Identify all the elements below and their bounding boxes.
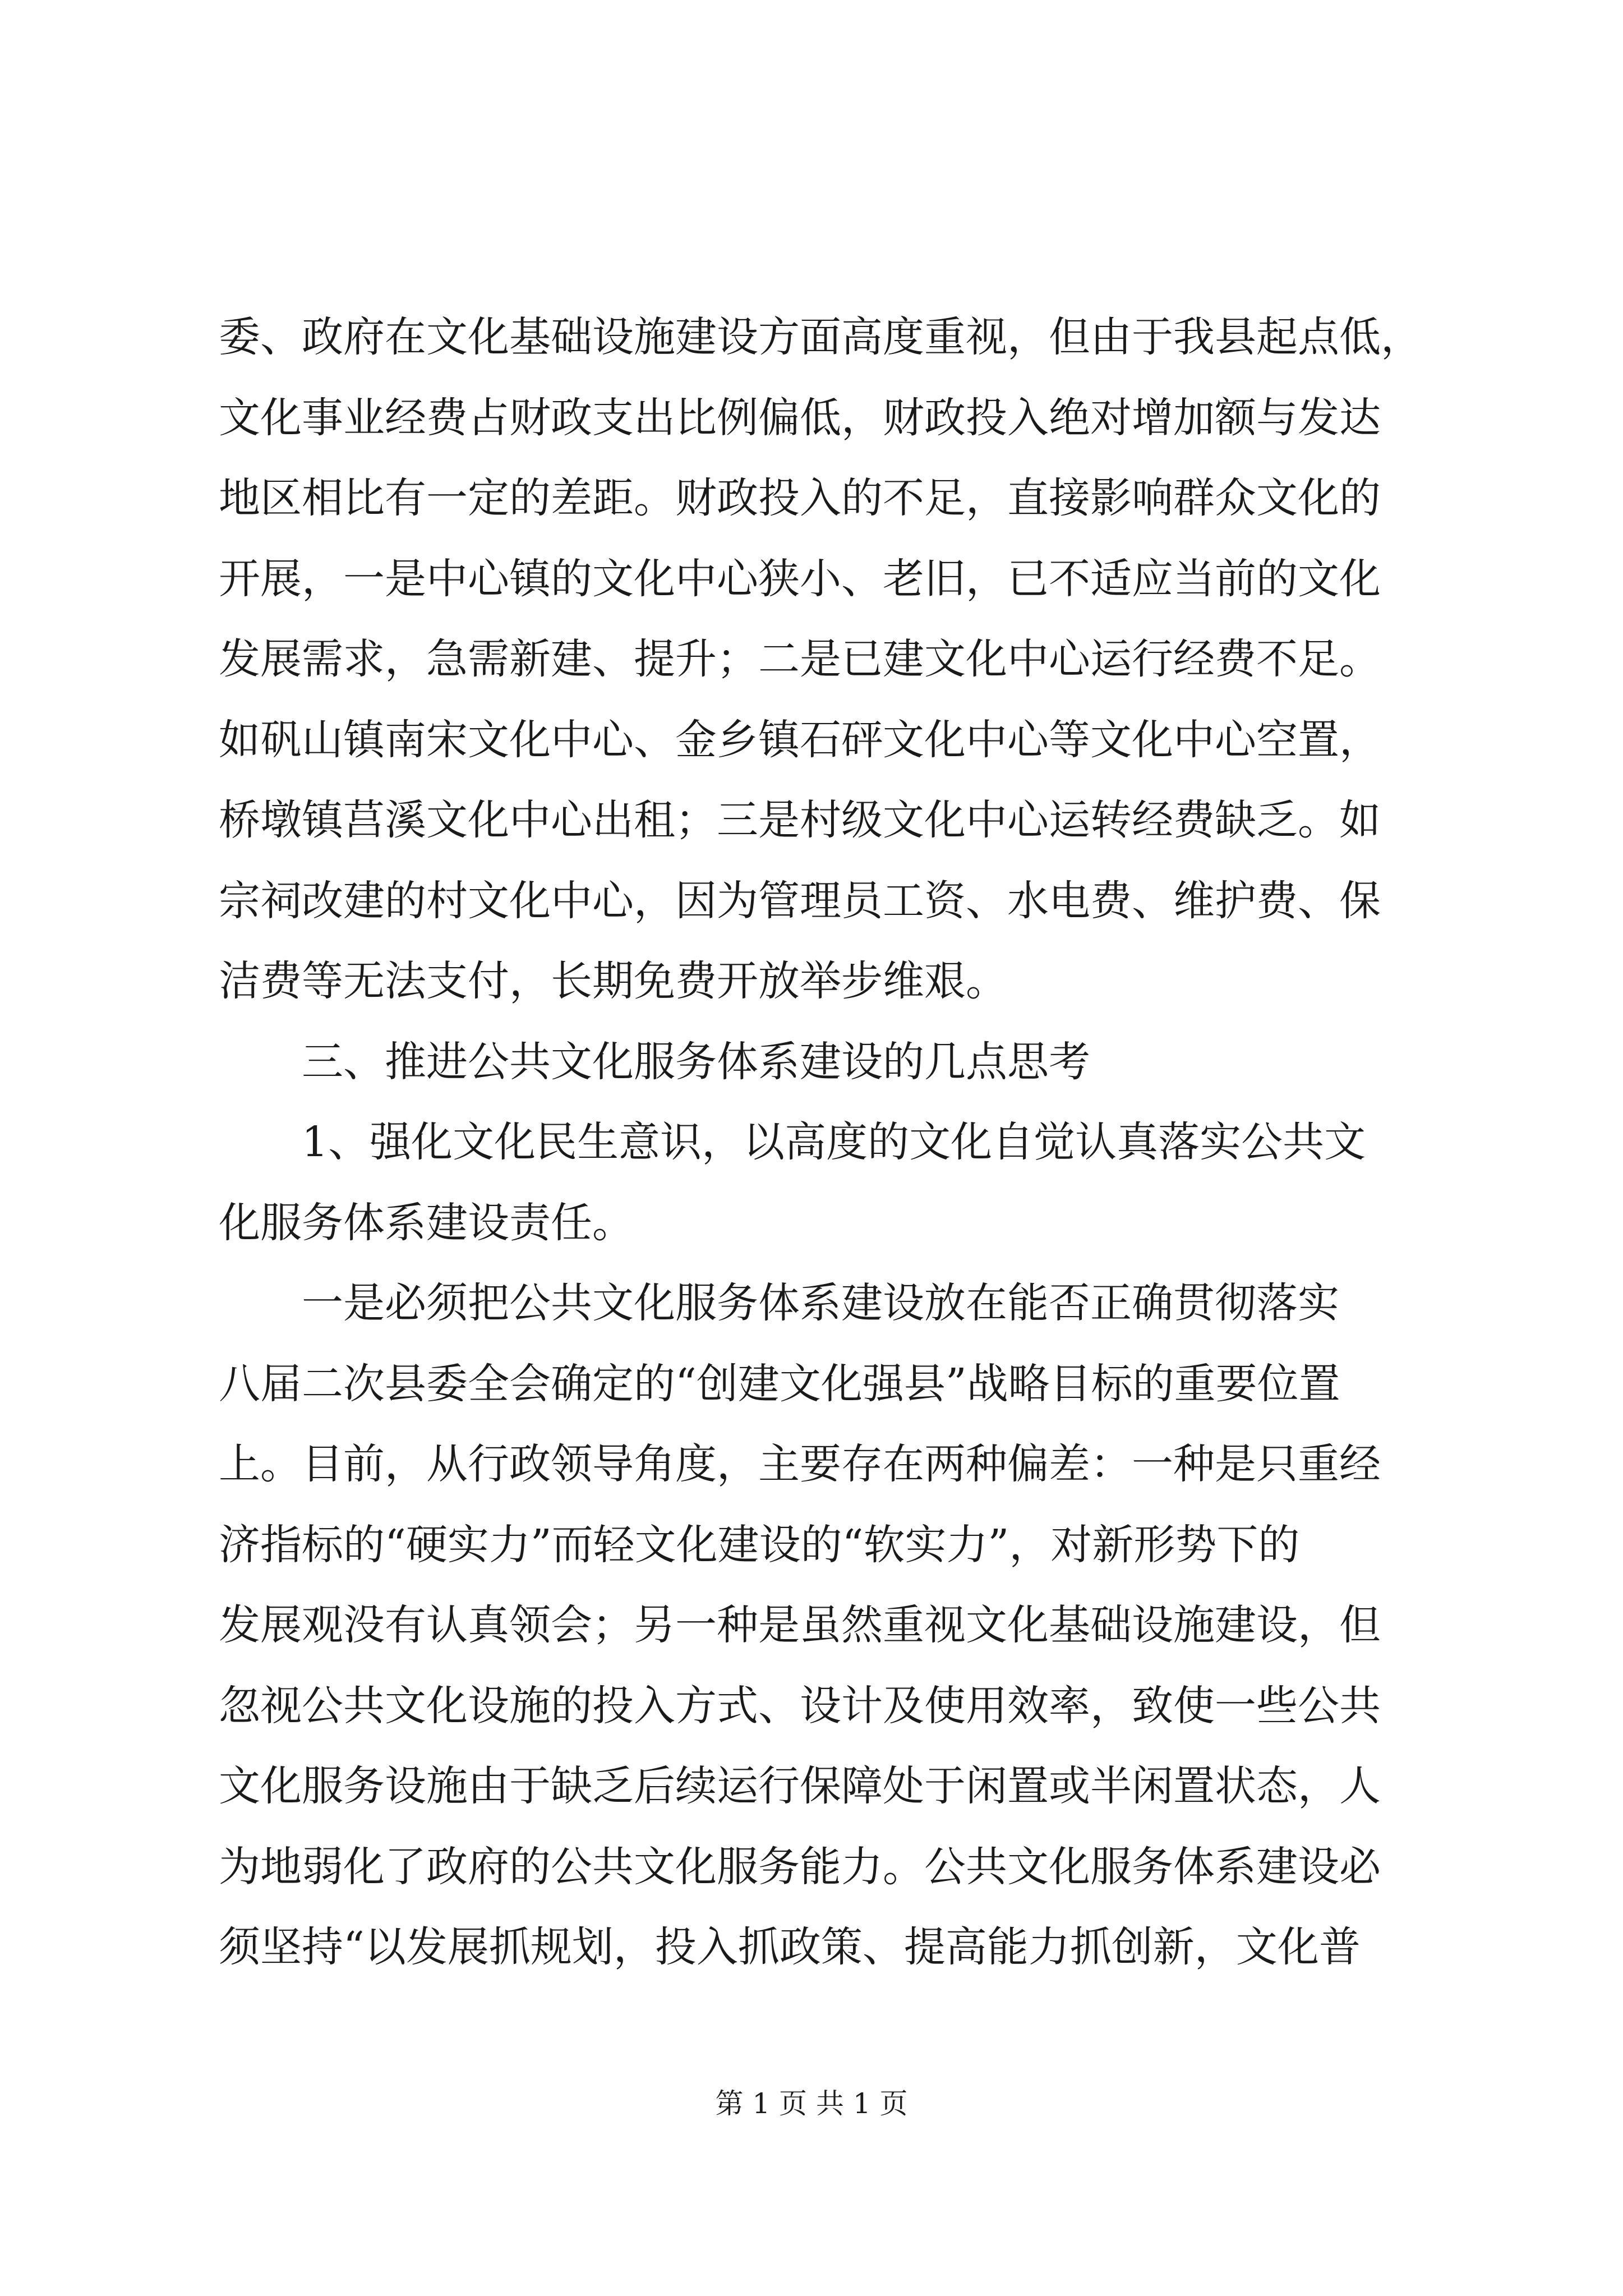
text-line: 发展观没有认真领会；另一种是虽然重视文化基础设施建设，但 <box>219 1601 1381 1649</box>
text-line: 忽视公共文化设施的投入方式、设计及使用效率，致使一些公共 <box>219 1681 1381 1730</box>
text-line: 地区相比有一定的差距。财政投入的不足，直接影响群众文化的 <box>219 474 1381 522</box>
text-line: 化服务体系建设责任。 <box>219 1198 634 1247</box>
text-line: 文化服务设施由于缺乏后续运行保障处于闲置或半闲置状态，人 <box>219 1762 1381 1810</box>
text-line: 为地弱化了政府的公共文化服务能力。公共文化服务体系建设必 <box>219 1842 1381 1891</box>
paragraph-start: 一是必须把公共文化服务体系建设放在能否正确贯彻落实 <box>302 1279 1339 1327</box>
page-number-label: 第 1 页 共 1 页 <box>715 2087 908 2120</box>
text-line: 开展，一是中心镇的文化中心狭小、老旧，已不适应当前的文化 <box>219 554 1381 603</box>
text-line: 宗祠改建的村文化中心，因为管理员工资、水电费、维护费、保 <box>219 876 1381 925</box>
document-body <box>219 297 1424 1988</box>
text-line: 委、政府在文化基础设施建设方面高度重视，但由于我县起点低， <box>219 313 1422 361</box>
page-footer <box>0 2087 1623 2120</box>
text-line: 发展需求，急需新建、提升；二是已建文化中心运行经费不足。 <box>219 635 1381 683</box>
text-line: 桥墩镇莒溪文化中心出租；三是村级文化中心运转经费缺乏。如 <box>219 796 1381 844</box>
text-line: 文化事业经费占财政支出比例偏低，财政投入绝对增加额与发达 <box>219 393 1381 442</box>
text-line: 洁费等无法支付，长期免费开放举步维艰。 <box>219 957 1007 1005</box>
section-heading: 三、推进公共文化服务体系建设的几点思考 <box>302 1037 1090 1086</box>
text-line: 上。目前，从行政领导角度，主要存在两种偏差：一种是只重经 <box>219 1440 1381 1488</box>
text-line: 济指标的“硬实力”而轻文化建设的“软实力”，对新形势下的 <box>219 1520 1300 1569</box>
text-line: 须坚持“以发展抓规划，投入抓政策、提高能力抓创新，文化普 <box>219 1923 1361 1971</box>
subsection-heading: 1、强化文化民生意识，以高度的文化自觉认真落实公共文 <box>302 1118 1366 1166</box>
text-line: 如矾山镇南宋文化中心、金乡镇石砰文化中心等文化中心空置， <box>219 715 1381 764</box>
text-line: 八届二次县委全会确定的“创建文化强县”战略目标的重要位置 <box>219 1359 1340 1408</box>
